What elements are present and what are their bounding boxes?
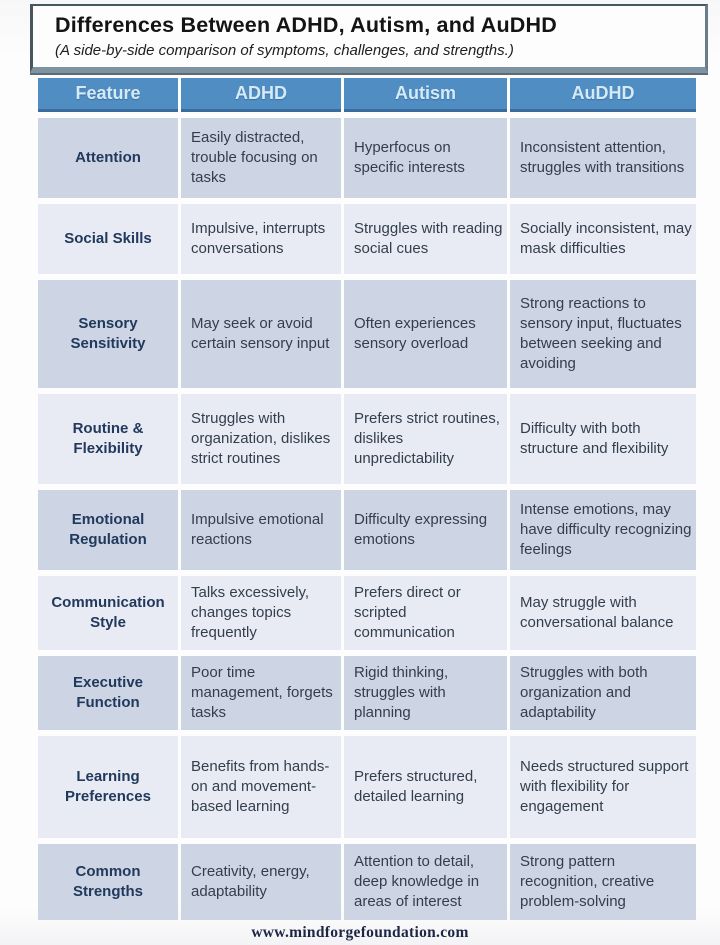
audhd-cell: Difficulty with both structure and flexibility [510, 394, 696, 484]
autism-cell: Prefers structured, detailed learning [344, 736, 507, 838]
autism-cell: Difficulty expressing emotions [344, 490, 507, 570]
adhd-cell: Impulsive emotional reactions [181, 490, 341, 570]
feature-cell: Attention [38, 118, 178, 198]
table-row [38, 576, 696, 650]
audhd-cell: Inconsistent attention, struggles with transitions [510, 118, 696, 198]
audhd-cell: Socially inconsistent, may mask difficulties [510, 204, 696, 274]
feature-cell: Sensory Sensitivity [38, 280, 178, 388]
audhd-cell: Strong pattern recognition, creative problem-solving [510, 844, 696, 920]
adhd-cell: Benefits from hands-on and movement-based learning [181, 736, 341, 838]
audhd-cell: May struggle with conversational balance [510, 576, 696, 650]
feature-cell: Routine & Flexibility [38, 394, 178, 484]
adhd-cell: Impulsive, interrupts conversations [181, 204, 341, 274]
comparison-table [38, 78, 696, 920]
table-row [38, 736, 696, 838]
column-header-feature: Feature [38, 78, 178, 112]
table-row [38, 844, 696, 920]
adhd-cell: Poor time management, forgets tasks [181, 656, 341, 730]
adhd-cell: Talks excessively, changes topics frequently [181, 576, 341, 650]
table-row [38, 204, 696, 274]
column-header-audhd: AuDHD [510, 78, 696, 112]
feature-cell: Social Skills [38, 204, 178, 274]
adhd-cell: Struggles with organization, dislikes strict routines [181, 394, 341, 484]
autism-cell: Struggles with reading social cues [344, 204, 507, 274]
autism-cell: Prefers direct or scripted communication [344, 576, 507, 650]
feature-cell: Executive Function [38, 656, 178, 730]
audhd-cell: Intense emotions, may have difficulty recognizing feelings [510, 490, 696, 570]
autism-cell: Rigid thinking, struggles with planning [344, 656, 507, 730]
feature-cell: Communication Style [38, 576, 178, 650]
audhd-cell: Needs structured support with flexibility for engagement [510, 736, 696, 838]
adhd-cell: Creativity, energy, adaptability [181, 844, 341, 920]
title-box [30, 4, 708, 73]
table-header-row [38, 78, 696, 112]
table-row [38, 656, 696, 730]
feature-cell: Learning Preferences [38, 736, 178, 838]
table-row [38, 280, 696, 388]
table-row [38, 394, 696, 484]
autism-cell: Prefers strict routines, dislikes unpredictability [344, 394, 507, 484]
feature-cell: Emotional Regulation [38, 490, 178, 570]
feature-cell: Common Strengths [38, 844, 178, 920]
website-url: www.mindforgefoundation.com [251, 924, 469, 941]
adhd-cell: Easily distracted, trouble focusing on tasks [181, 118, 341, 198]
table-body [38, 118, 696, 920]
page-title: Differences Between ADHD, Autism, and AuDHD [55, 13, 557, 37]
table-row [38, 490, 696, 570]
audhd-cell: Strong reactions to sensory input, fluctuates between seeking and avoiding [510, 280, 696, 388]
page-subtitle: (A side-by-side comparison of symptoms, challenges, and strengths.) [55, 41, 514, 59]
autism-cell: Hyperfocus on specific interests [344, 118, 507, 198]
audhd-cell: Struggles with both organization and adaptability [510, 656, 696, 730]
column-header-adhd: ADHD [181, 78, 341, 112]
autism-cell: Attention to detail, deep knowledge in areas of interest [344, 844, 507, 920]
autism-cell: Often experiences sensory overload [344, 280, 507, 388]
column-header-autism: Autism [344, 78, 507, 112]
adhd-cell: May seek or avoid certain sensory input [181, 280, 341, 388]
table-row [38, 118, 696, 198]
